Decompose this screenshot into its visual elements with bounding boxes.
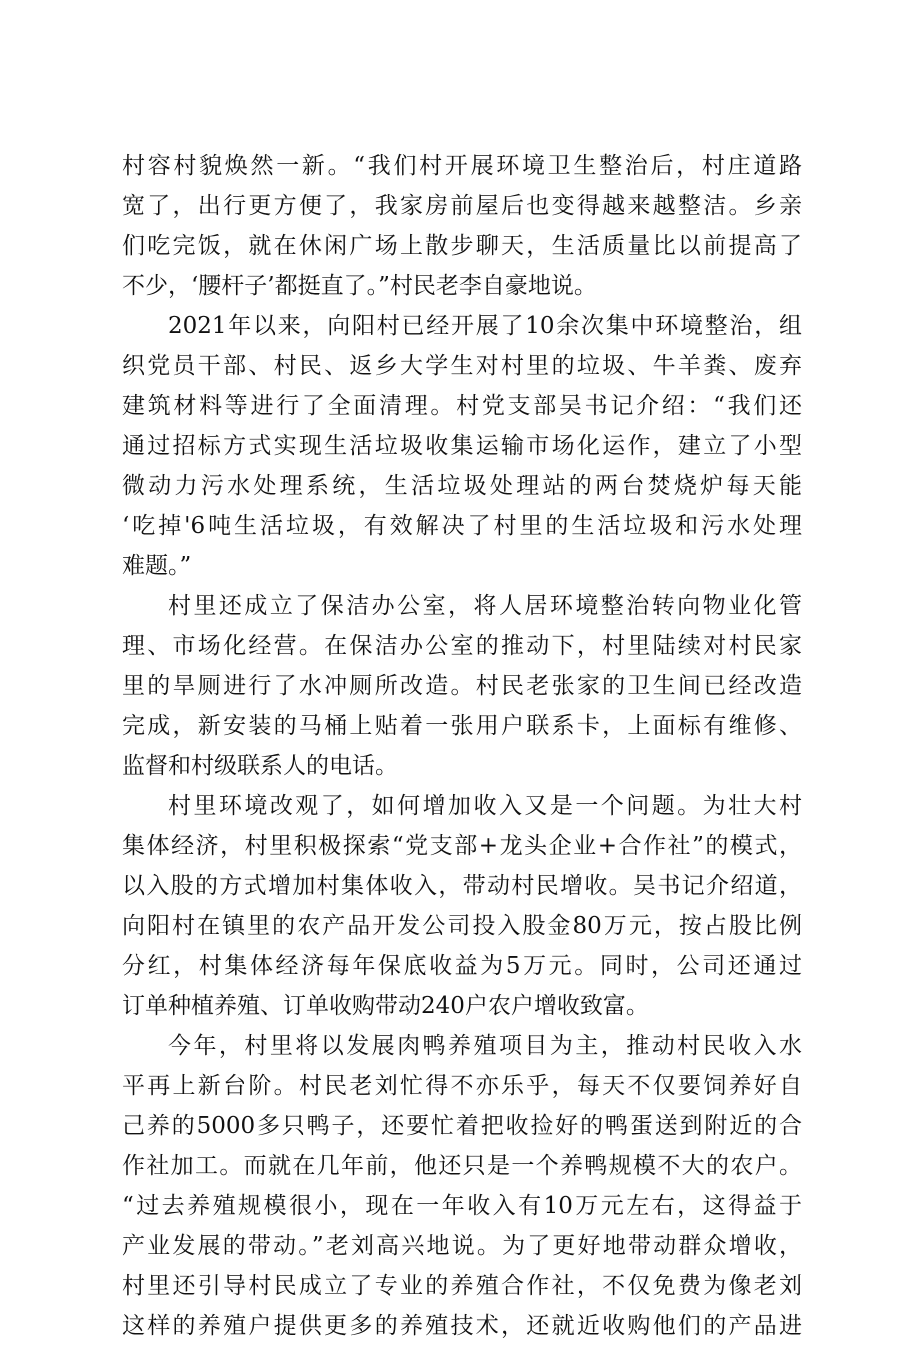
text-line: “过去养殖规模很小，现在一年收入有10万元左右，这得益于 — [122, 1193, 802, 1219]
text-line: 通过招标方式实现生活垃圾收集运输市场化运作，建立了小型 — [122, 433, 802, 459]
text-line: 村里还成立了保洁办公室，将人居环境整治转向物业化管 — [168, 593, 802, 619]
text-line: 理、市场化经营。在保洁办公室的推动下，村里陆续对村民家 — [122, 633, 802, 659]
text-line: 订单种植养殖、订单收购带动240户农户增收致富。 — [122, 993, 649, 1019]
text-line: 作社加工。而就在几年前，他还只是一个养鸭规模不大的农户。 — [122, 1153, 802, 1179]
paragraph-5 — [122, 1026, 802, 1346]
text-line: 村里环境改观了，如何增加收入又是一个问题。为壮大村 — [168, 793, 802, 819]
paragraph-4 — [122, 786, 802, 1026]
text-line: 织党员干部、村民、返乡大学生对村里的垃圾、牛羊粪、废弃 — [122, 353, 802, 379]
text-line: 监督和村级联系人的电话。 — [122, 753, 398, 779]
text-line: 宽了，出行更方便了，我家房前屋后也变得越来越整洁。乡亲 — [122, 193, 802, 219]
article-body — [122, 146, 802, 1346]
text-line: 难题。” — [122, 553, 192, 579]
paragraph-2 — [122, 306, 802, 586]
paragraph-3 — [122, 586, 802, 786]
text-line: 不少，‘腰杆子’都挺直了。”村民老李自豪地说。 — [122, 273, 597, 299]
text-line: 里的旱厕进行了水冲厕所改造。村民老张家的卫生间已经改造 — [122, 673, 802, 699]
text-line: 建筑材料等进行了全面清理。村党支部吴书记介绍：“我们还 — [122, 393, 802, 419]
text-line: 以入股的方式增加村集体收入，带动村民增收。吴书记介绍道， — [122, 873, 802, 899]
text-line: 今年，村里将以发展肉鸭养殖项目为主，推动村民收入水 — [168, 1033, 802, 1059]
text-line: 们吃完饭，就在休闲广场上散步聊天，生活质量比以前提高了 — [122, 233, 802, 259]
text-line: 完成，新安装的马桶上贴着一张用户联系卡，上面标有维修、 — [122, 713, 802, 739]
text-line: 2021年以来，向阳村已经开展了10余次集中环境整治，组 — [168, 313, 802, 339]
text-line: 产业发展的带动。”老刘高兴地说。为了更好地带动群众增收， — [122, 1233, 802, 1259]
text-line: 这样的养殖户提供更多的养殖技术，还就近收购他们的产品进 — [122, 1313, 802, 1339]
text-line: 集体经济，村里积极探索“党支部+龙头企业+合作社”的模式， — [122, 833, 802, 859]
text-line: 微动力污水处理系统，生活垃圾处理站的两台焚烧炉每天能 — [122, 473, 802, 499]
text-line: 村里还引导村民成立了专业的养殖合作社，不仅免费为像老刘 — [122, 1273, 802, 1299]
text-line: ‘吃掉'6吨生活垃圾，有效解决了村里的生活垃圾和污水处理 — [122, 513, 802, 539]
text-line: 分红，村集体经济每年保底收益为5万元。同时，公司还通过 — [122, 953, 802, 979]
text-line: 村容村貌焕然一新。“我们村开展环境卫生整治后，村庄道路 — [122, 153, 802, 179]
text-line: 向阳村在镇里的农产品开发公司投入股金80万元，按占股比例 — [122, 913, 802, 939]
text-line: 己养的5000多只鸭子，还要忙着把收捡好的鸭蛋送到附近的合 — [122, 1113, 802, 1139]
text-line: 平再上新台阶。村民老刘忙得不亦乐乎，每天不仅要饲养好自 — [122, 1073, 802, 1099]
paragraph-1 — [122, 146, 802, 306]
